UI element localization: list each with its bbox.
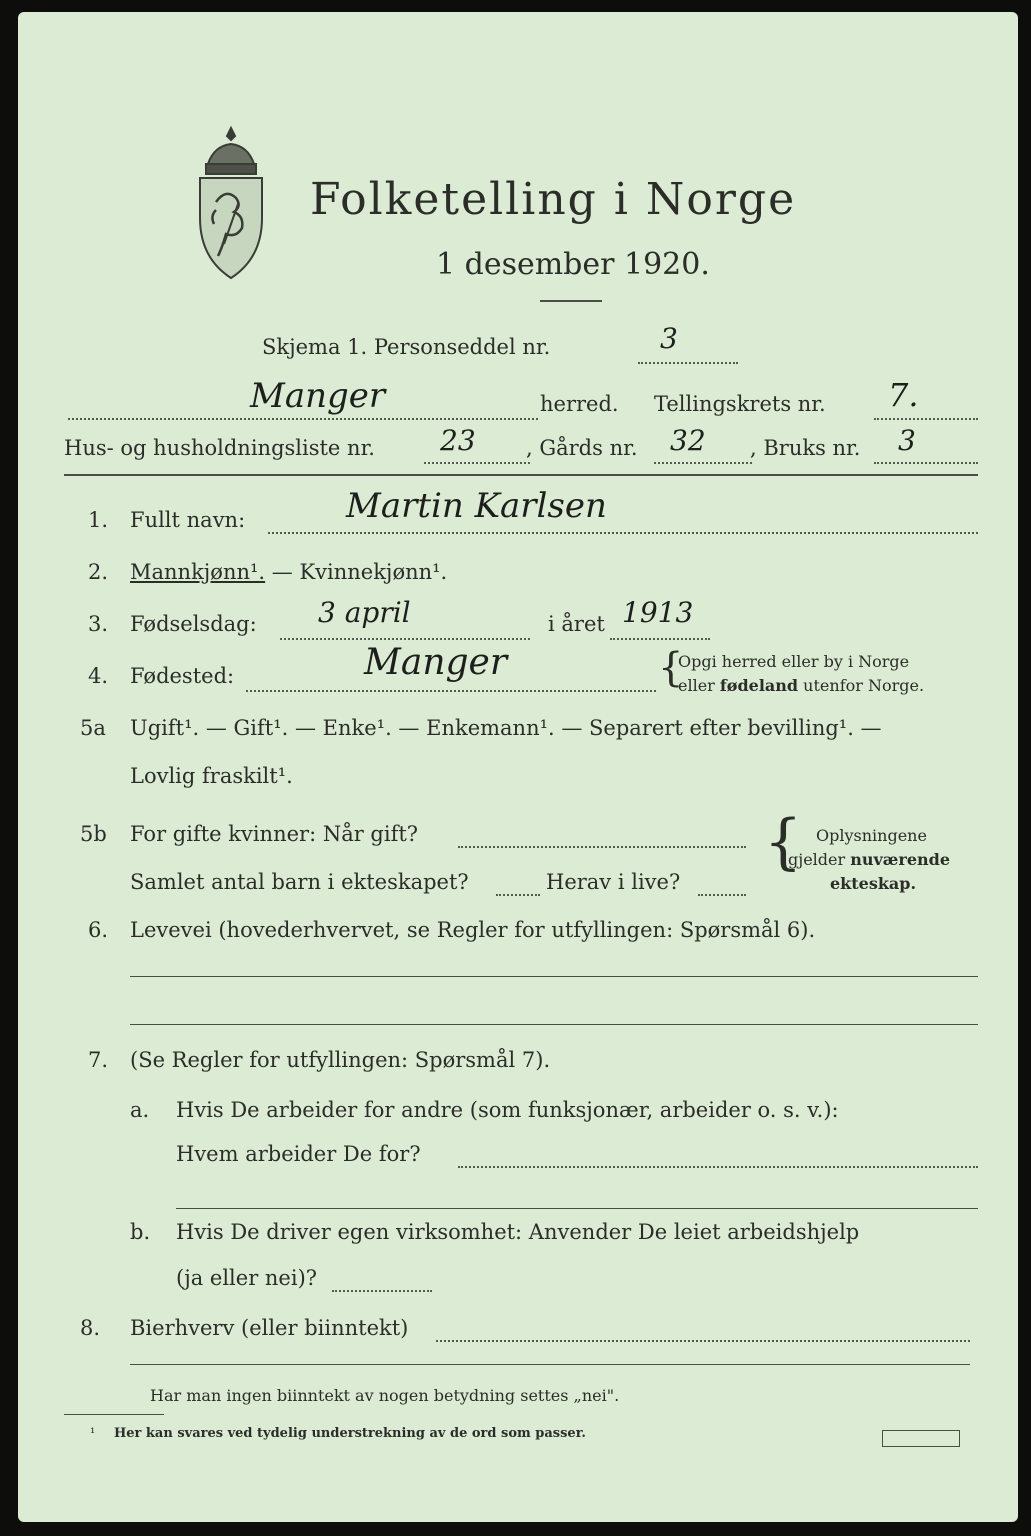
husholdningsliste-value: 23 [440, 424, 476, 457]
q2-options [130, 560, 447, 584]
q8-number: 8. [80, 1316, 101, 1340]
children-total-label: Samlet antal barn i ekteskapet? [130, 870, 469, 894]
q7-number: 7. [88, 1048, 109, 1072]
gender-male-option: Mannkjønn¹. [130, 560, 266, 584]
year-label: i året [548, 612, 605, 636]
side-income-note: Har man ingen biinntekt av nogen betydning settes „nei". [150, 1386, 620, 1405]
q6-number: 6. [88, 918, 109, 942]
title-divider [540, 300, 602, 302]
side-income-label: Bierhverv (eller biinntekt) [130, 1316, 409, 1340]
personseddel-nr-value: 3 [660, 322, 678, 355]
norwegian-coat-of-arms-icon [186, 124, 276, 284]
children-alive-label: Herav i live? [546, 870, 681, 894]
tellingskrets-label: Tellingskrets nr. [654, 392, 826, 416]
marriage-note-2: gjelder nuværende [788, 850, 951, 869]
q1-label: Fullt navn: [130, 508, 246, 532]
footnote-text: Her kan svares ved tydelig understrekning av de ord som passer. [114, 1426, 586, 1441]
married-when-label: For gifte kvinner: Når gift? [130, 822, 419, 846]
bruks-value: 3 [898, 424, 916, 457]
marital-status-divorced: Lovlig fraskilt¹. [130, 764, 293, 788]
q1-number: 1. [88, 508, 109, 532]
birthday-value: 3 april [318, 596, 411, 629]
q7-label: (Se Regler for utfyllingen: Spørsmål 7). [130, 1048, 551, 1072]
census-date: 1 desember 1920. [436, 247, 710, 282]
birth-year-value: 1913 [622, 596, 694, 629]
occupation-label: Levevei (hovederhvervet, se Regler for utfyllingen: Spørsmål 6). [130, 918, 816, 942]
marriage-note-1: Oplysningene [816, 826, 927, 845]
printer-stamp [882, 1430, 960, 1447]
q5b-number: 5b [80, 822, 107, 846]
q7b-letter: b. [130, 1220, 151, 1244]
herred-value: Manger [250, 376, 386, 416]
bruks-label: , Bruks nr. [750, 436, 861, 460]
birthplace-note-2: eller fødeland utenfor Norge. [678, 676, 925, 695]
q2-number: 2. [88, 560, 109, 584]
census-form: Folketelling i Norge 1 desember 1920. Skjema 1. Personseddel nr. 3 Manger herred. Tellingskrets nr. 7. Hus- og husholdningsliste nr. 23 , Gårds nr. 32 , Bruks nr. 3 1. Fullt navn: Martin Karlsen 2. Mannkjønn¹. — Kvinnekjønn¹. 3. Fødselsdag: 3 april i året 1913 4. Fødested: Manger { Opgi herred eller by i Norge eller fødeland utenfor Norge. 5a Ugift¹. — Gift¹. — Enke¹. — Enkemann¹. — Separert efter bevilling¹. — Lovlig fraskilt¹. 5b For gifte kvinner: Når gift? Samlet antal barn i ekteskapet? Herav i live? { Oplysningene gjelder nuværende ekteskap. 6. Levevei (hovederhvervet, se Regler for utfyllingen: Spørsmål 6). 7. (Se Regler for utfyllingen: Spørsmål 7). a. Hvis De arbeider for andre (som funksjonær, arbeider o. s. v.): Hvem arbeider De for? b. Hvis De driver egen virksomhet: Anvender De leiet arbeidshjelp (ja eller nei)? 8. Bierhverv (eller biinntekt) Har man ingen biinntekt av nogen betydning settes „nei". ¹ Her kan svares ved tydelig understrekning av de ord som passer. [18, 12, 1018, 1522]
q5a-number: 5a [80, 716, 106, 740]
q7b-line-1: Hvis De driver egen virksomhet: Anvender De leiet arbeidshjelp [176, 1220, 860, 1244]
herred-label: herred. [540, 392, 619, 416]
form-title: Folketelling i Norge [310, 174, 797, 225]
q7a-line-1: Hvis De arbeider for andre (som funksjonær, arbeider o. s. v.): [176, 1098, 839, 1122]
q7a-letter: a. [130, 1098, 150, 1122]
gender-female-option: — Kvinnekjønn¹. [265, 560, 448, 584]
gards-label: , Gårds nr. [526, 436, 638, 460]
q7b-line-2: (ja eller nei)? [176, 1266, 318, 1290]
tellingskrets-value: 7. [888, 376, 919, 414]
footnote-mark: ¹ [90, 1426, 96, 1441]
q4-label: Fødested: [130, 664, 235, 688]
q7a-line-2: Hvem arbeider De for? [176, 1142, 421, 1166]
schema-label: Skjema 1. Personseddel nr. [262, 335, 551, 359]
q3-number: 3. [88, 612, 109, 636]
header-rule [64, 474, 978, 476]
birthplace-note-1: Opgi herred eller by i Norge [678, 652, 910, 671]
marital-status-options: Ugift¹. — Gift¹. — Enke¹. — Enkemann¹. — Separert efter bevilling¹. — [130, 716, 882, 740]
birthplace-value: Manger [364, 642, 508, 683]
q3-label: Fødselsdag: [130, 612, 257, 636]
husholdningsliste-label: Hus- og husholdningsliste nr. [64, 436, 375, 460]
full-name-value: Martin Karlsen [346, 486, 607, 526]
gards-value: 32 [670, 424, 706, 457]
marriage-note-3: ekteskap. [830, 874, 917, 893]
q4-number: 4. [88, 664, 109, 688]
